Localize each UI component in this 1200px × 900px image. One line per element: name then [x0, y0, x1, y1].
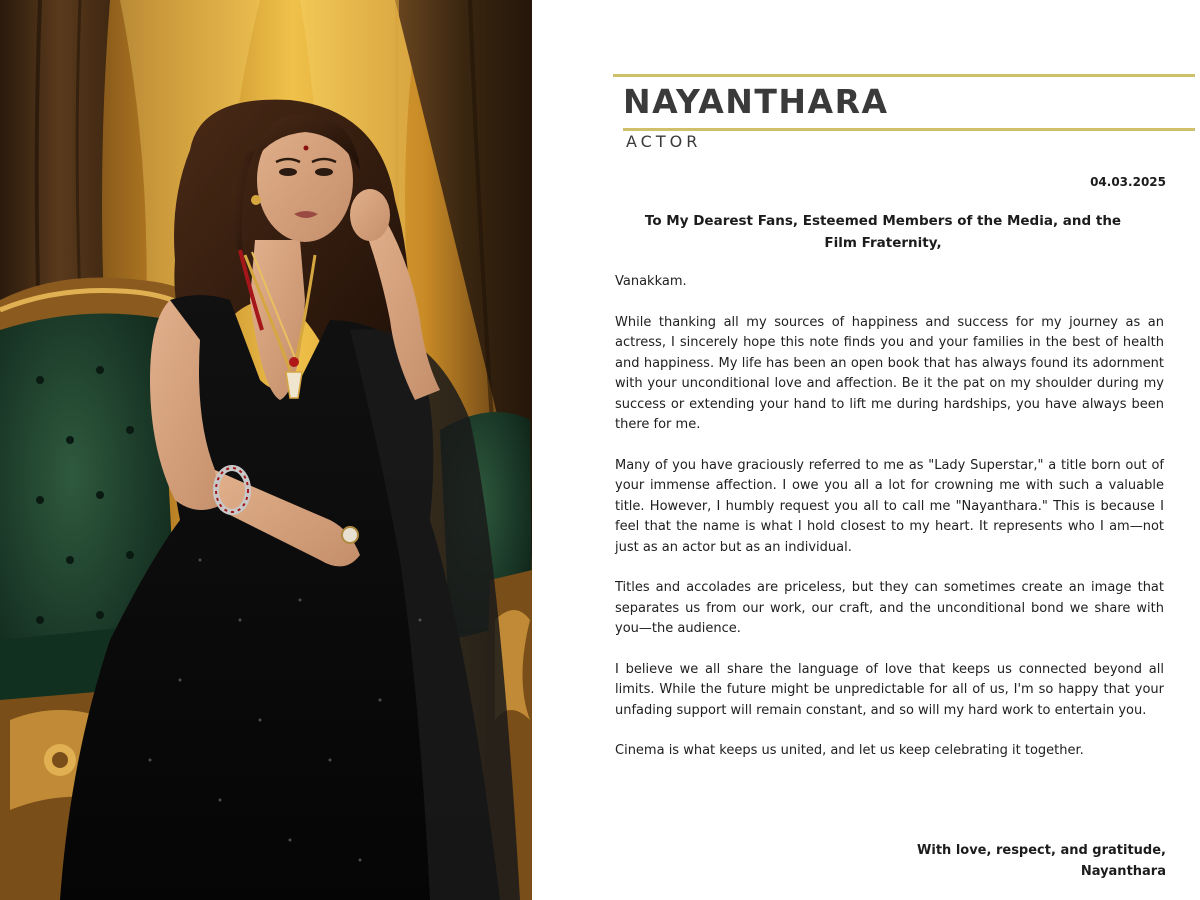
paragraph: I believe we all share the language of love that keeps us connected beyond all limits. While the future might be unpredictable for all of us, I'm so happy that your unfading support will remain constant, and so will my hard work to entertain you.	[615, 661, 1164, 718]
letter-closing	[917, 840, 1166, 882]
letter-page	[538, 0, 1200, 900]
letter-salutation: To My Dearest Fans, Esteemed Members of the Media, and the Film Fraternity,	[644, 213, 1122, 251]
paragraph: While thanking all my sources of happiness and success for my journey as an actress, I sincerely hope this note finds you and your families in the best of health and happiness. My life has been an open book that has always found its adornment with your unconditional love and affection. Be it the pat on my shoulder during my success or extending your hand to lift me during hardships, you have always been there for me.	[615, 314, 1164, 432]
letter-date: 04.03.2025	[1090, 175, 1166, 189]
letterhead-role: ACTOR	[626, 132, 702, 151]
letter-body	[615, 272, 1164, 782]
signature-name: Nayanthara	[1080, 864, 1166, 879]
paragraph: Titles and accolades are priceless, but they can sometimes create an image that separates us from our work, our craft, and the unconditional bond we share with you—the audience.	[615, 580, 1164, 636]
portrait-illustration	[0, 0, 532, 900]
paragraph: Cinema is what keeps us united, and let us keep celebrating it together.	[615, 743, 1084, 758]
paragraph-greeting: Vanakkam.	[615, 274, 687, 289]
letterhead-rule-top	[613, 74, 1195, 77]
letterhead-name: NAYANTHARA	[623, 82, 889, 121]
closing-line: With love, respect, and gratitude,	[917, 843, 1166, 858]
paragraph: Many of you have graciously referred to me as "Lady Superstar," a title born out of your immense affection. I owe you all a lot for crowning me with such a valuable title. However, I humbly request you all to call me "Nayanthara." This is because I feel that the name is what I hold closest to my heart. It represents who I am—not just as an actor but as an individual.	[615, 457, 1164, 555]
letterhead-rule-bottom	[623, 128, 1195, 131]
portrait-photo	[0, 0, 532, 900]
